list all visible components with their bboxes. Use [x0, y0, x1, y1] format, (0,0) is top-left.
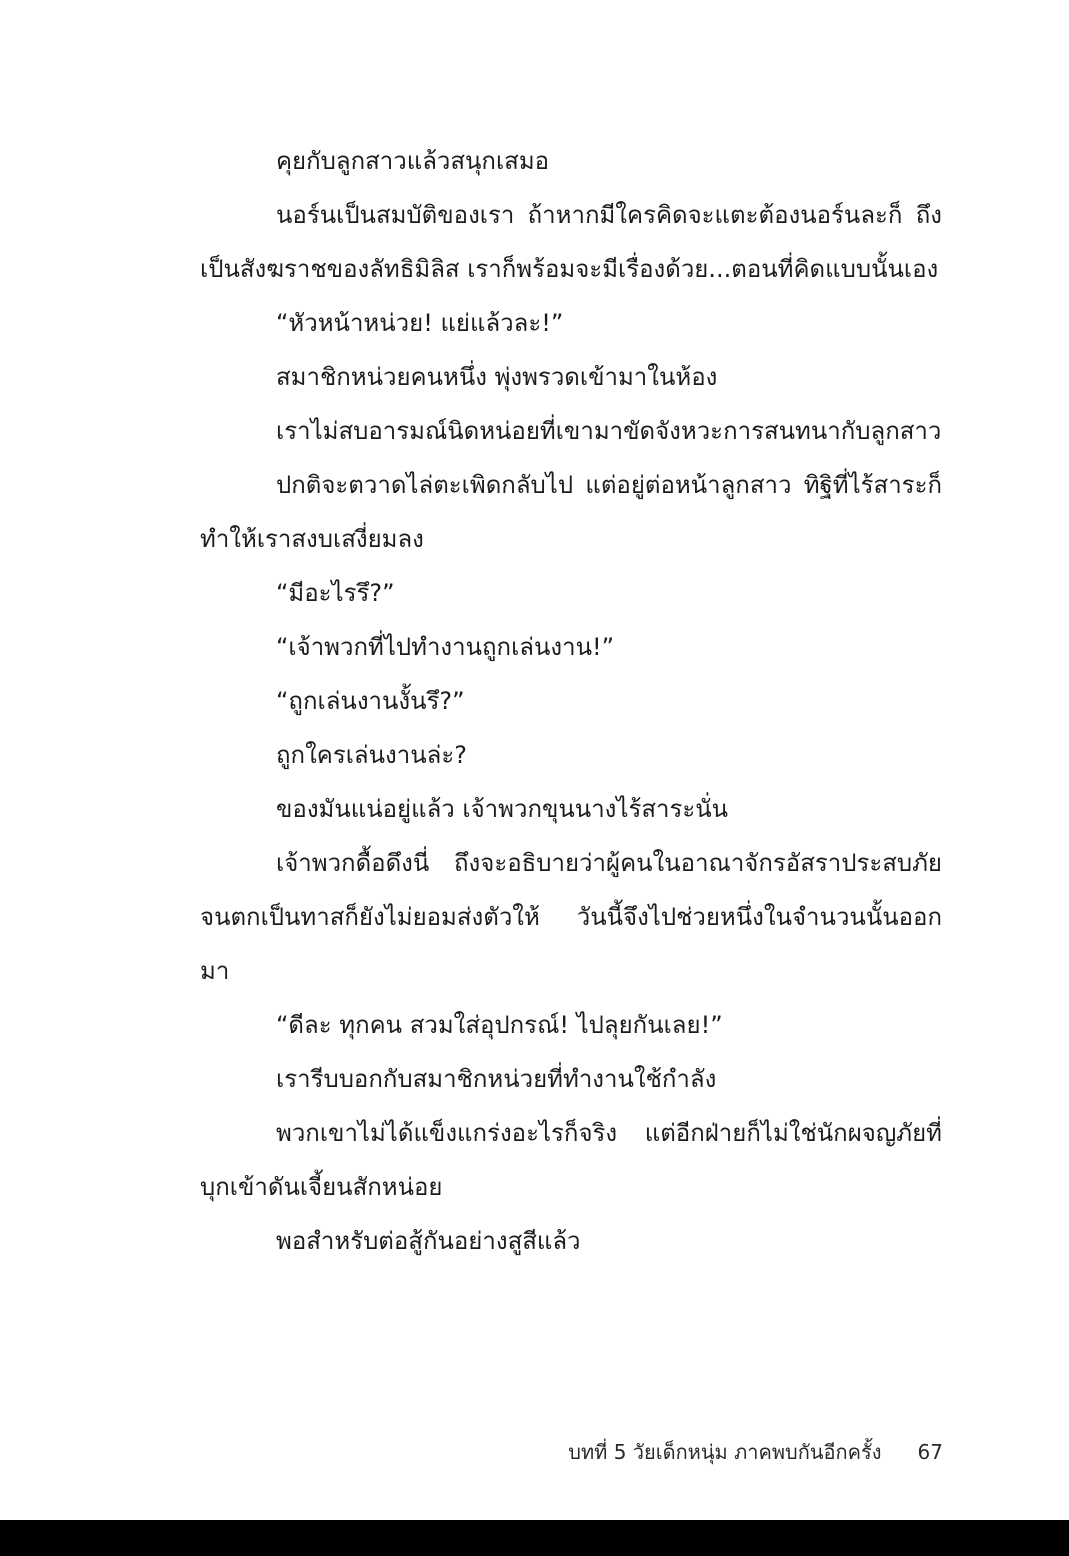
paragraph: “หัวหน้าหน่วย! แย่แล้วละ!”: [276, 309, 564, 337]
paragraph: คุยกับลูกสาวแล้วสนุกเสมอ: [276, 147, 550, 175]
paragraph: พวกเขาไม่ได้แข็งแกร่งอะไรก็จริง แต่อีกฝ่ายก็ไม่ใช่นักผจญภัยที่บุกเข้าดันเจี้ยนสักหน่อย: [200, 1119, 942, 1201]
paragraph: ถูกใครเล่นงานล่ะ?: [276, 741, 467, 769]
paragraph: ของมันแน่อยู่แล้ว เจ้าพวกขุนนางไร้สาระนั่น: [276, 795, 729, 823]
paragraph: “ดีละ ทุกคน สวมใส่อุปกรณ์! ไปลุยกันเลย!”: [276, 1011, 723, 1039]
page-body: [200, 134, 942, 1268]
paragraph: เรารีบบอกกับสมาชิกหน่วยที่ทำงานใช้กำลัง: [276, 1065, 717, 1093]
paragraph: ปกติจะตวาดไล่ตะเพิดกลับไป แต่อยู่ต่อหน้าลูกสาว ทิฐิที่ไร้สาระก็ทำให้เราสงบเสงี่ยมลง: [200, 471, 942, 553]
paragraph: สมาชิกหน่วยคนหนึ่ง พุ่งพรวดเข้ามาในห้อง: [276, 363, 718, 391]
paragraph: “เจ้าพวกที่ไปทำงานถูกเล่นงาน!”: [276, 633, 615, 661]
paragraph: นอร์นเป็นสมบัติของเรา ถ้าหากมีใครคิดจะแตะต้องนอร์นละก็ ถึงเป็นสังฆราชของลัทธิมิลิส เราก็พร้อมจะมีเรื่องด้วย...ตอนที่คิดแบบนั้นเอง: [200, 201, 942, 283]
paragraph: เราไม่สบอารมณ์นิดหน่อยที่เขามาขัดจังหวะการสนทนากับลูกสาว: [276, 417, 942, 445]
paragraph: “ถูกเล่นงานงั้นรึ?”: [276, 687, 465, 715]
page-number: 67: [917, 1440, 943, 1464]
paragraph: พอสำหรับต่อสู้กันอย่างสูสีแล้ว: [276, 1227, 581, 1255]
chapter-title: บทที่ 5 วัยเด็กหนุ่ม ภาคพบกันอีกครั้ง: [568, 1440, 882, 1464]
running-footer: [568, 1432, 943, 1472]
paragraph: “มีอะไรรึ?”: [276, 579, 395, 607]
bottom-edge-bar: [0, 1520, 1069, 1556]
paragraph: เจ้าพวกดื้อดึงนี่ ถึงจะอธิบายว่าผู้คนในอาณาจักรอัสราประสบภัยจนตกเป็นทาสก็ยังไม่ยอมส่งตัวให้ วันนี้จึงไปช่วยหนึ่งในจำนวนนั้นออกมา: [200, 849, 942, 985]
